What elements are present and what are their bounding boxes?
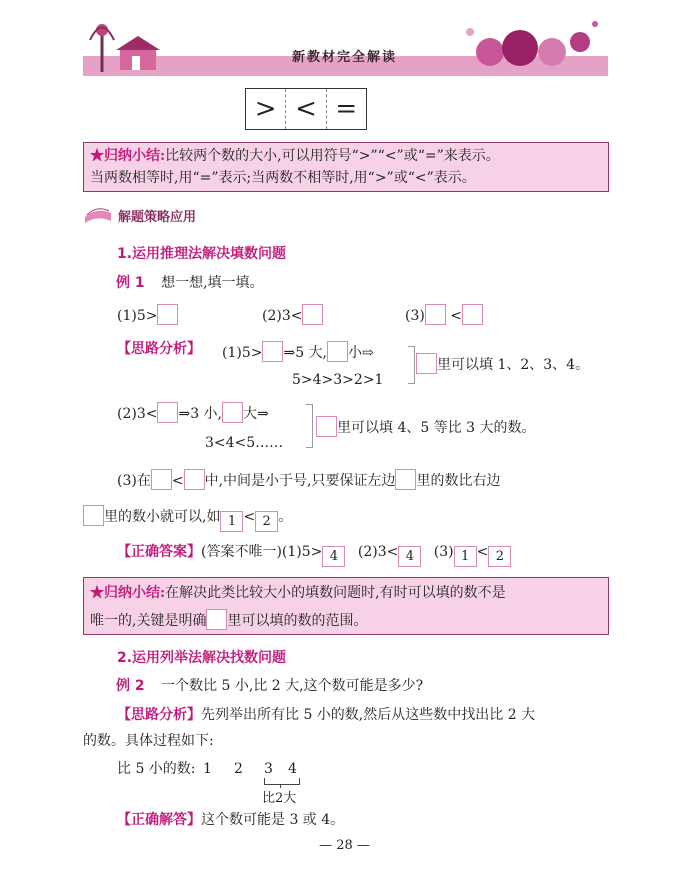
blank-box — [425, 304, 446, 325]
bracket-note: 比2大 — [262, 791, 297, 806]
answer-text: (3) — [433, 544, 454, 560]
list-number: 3 — [264, 761, 273, 777]
bracket — [264, 778, 300, 785]
answer-text: < — [476, 544, 489, 560]
summary-text: 比较两个数的大小,可以用符号“>”“<”或“=”来表示。 — [165, 148, 500, 164]
less-than-sign: < — [450, 308, 463, 324]
analysis-text: 的数。具体过程如下: — [83, 733, 214, 749]
analysis-text: 里可以填 4、5 等比 3 大的数。 — [337, 420, 536, 436]
blank-box — [302, 304, 323, 325]
summary-text: 里可以填的数的范围。 — [227, 613, 368, 629]
example-label: 例 1 — [116, 275, 145, 291]
example-prompt: 一个数比 5 小,比 2 大,这个数可能是多少? — [161, 678, 424, 694]
list-label: 比 5 小的数: — [117, 761, 196, 777]
analysis-text: ⇒3 小, — [178, 406, 223, 422]
analysis-text: (1)5> — [222, 345, 263, 361]
analysis-text: ⇒5 大, — [283, 345, 328, 361]
analysis-text: < — [243, 509, 256, 525]
analysis-text: 先列举出所有比 5 小的数,然后从这些数中找出比 2 大 — [201, 707, 536, 723]
answer-label: 【正确解答】 — [117, 812, 201, 828]
summary-text: 当两数相等时,用“=”表示;当两数不相等时,用“>”或“<”表示。 — [90, 170, 476, 186]
summary-box — [83, 142, 609, 192]
blank-box — [83, 505, 104, 526]
analysis-label: 【思路分析】 — [117, 341, 201, 357]
answer-text: (答案不唯一)(1)5> — [201, 544, 323, 560]
summary-label: ★归纳小结: — [90, 585, 166, 601]
summary-text: 在解决此类比较大小的填数问题时,有时可以填的数不是 — [165, 585, 506, 601]
blank-box — [416, 353, 437, 374]
symbol-grid — [245, 88, 367, 130]
blank-box — [327, 341, 348, 362]
list-number: 2 — [234, 761, 243, 777]
analysis-text: (3)在 — [117, 473, 151, 489]
symbol-cell: < — [286, 89, 326, 129]
item-3: (3) — [405, 308, 425, 324]
brace — [408, 346, 415, 384]
page-number: — 28 — — [319, 838, 370, 853]
number-box: 2 — [488, 546, 511, 567]
symbol-cell: = — [335, 94, 358, 124]
blank-box — [206, 609, 227, 630]
strategy-title: 解题策略应用 — [118, 210, 197, 225]
analysis-text: 里可以填 1、2、3、4。 — [437, 357, 590, 373]
inequality-chain: 3<4<5…… — [205, 435, 284, 451]
item-2: (2)3< — [262, 308, 303, 324]
header-title: 新教材完全解读 — [291, 50, 397, 65]
blank-box — [151, 469, 172, 490]
bracket-tick — [280, 784, 281, 788]
blank-box — [157, 402, 178, 423]
house-tree-illustration — [80, 10, 170, 78]
number-box: 4 — [322, 546, 345, 567]
blank-box — [395, 469, 416, 490]
brace — [306, 404, 313, 448]
blank-box — [222, 402, 243, 423]
summary-label: ★归纳小结: — [90, 148, 166, 164]
item-1: (1)5> — [117, 308, 158, 324]
blank-box — [462, 304, 483, 325]
number-box: 2 — [255, 511, 278, 532]
list-number: 4 — [288, 761, 297, 777]
inequality-chain: 5>4>3>2>1 — [292, 372, 384, 388]
analysis-text: 里的数比右边 — [416, 473, 501, 489]
analysis-text: 。 — [278, 509, 293, 525]
blank-box — [157, 304, 178, 325]
number-box: 1 — [220, 511, 243, 532]
answer-text: (2)3< — [357, 544, 399, 560]
book-icon — [83, 203, 115, 225]
answer-label: 【正确答案】 — [117, 544, 201, 560]
blank-box — [316, 416, 337, 437]
analysis-text: 大⇒ — [243, 406, 269, 422]
analysis-text: < — [171, 473, 184, 489]
number-box: 1 — [454, 546, 477, 567]
analysis-text: 小⇨ — [348, 345, 374, 361]
section-heading: 1.运用推理法解决填数问题 — [117, 246, 287, 262]
summary-box — [83, 577, 609, 635]
summary-text: 唯一的,关键是明确 — [90, 613, 207, 629]
example-prompt: 想一想,填一填。 — [161, 275, 264, 291]
analysis-text: 里的数小就可以,如 — [104, 509, 221, 525]
analysis-label: 【思路分析】 — [117, 707, 201, 723]
analysis-text: 中,中间是小于号,只要保证左边 — [204, 473, 396, 489]
section-heading: 2.运用列举法解决找数问题 — [117, 650, 287, 666]
symbol-cell: > — [246, 89, 286, 129]
flower-decoration — [440, 12, 610, 76]
number-box: 4 — [398, 546, 421, 567]
answer-text: 这个数可能是 3 或 4。 — [201, 812, 345, 828]
blank-box — [262, 341, 283, 362]
list-number: 1 — [203, 761, 212, 777]
analysis-text: (2)3< — [117, 406, 158, 422]
example-label: 例 2 — [116, 678, 145, 694]
blank-box — [184, 469, 205, 490]
